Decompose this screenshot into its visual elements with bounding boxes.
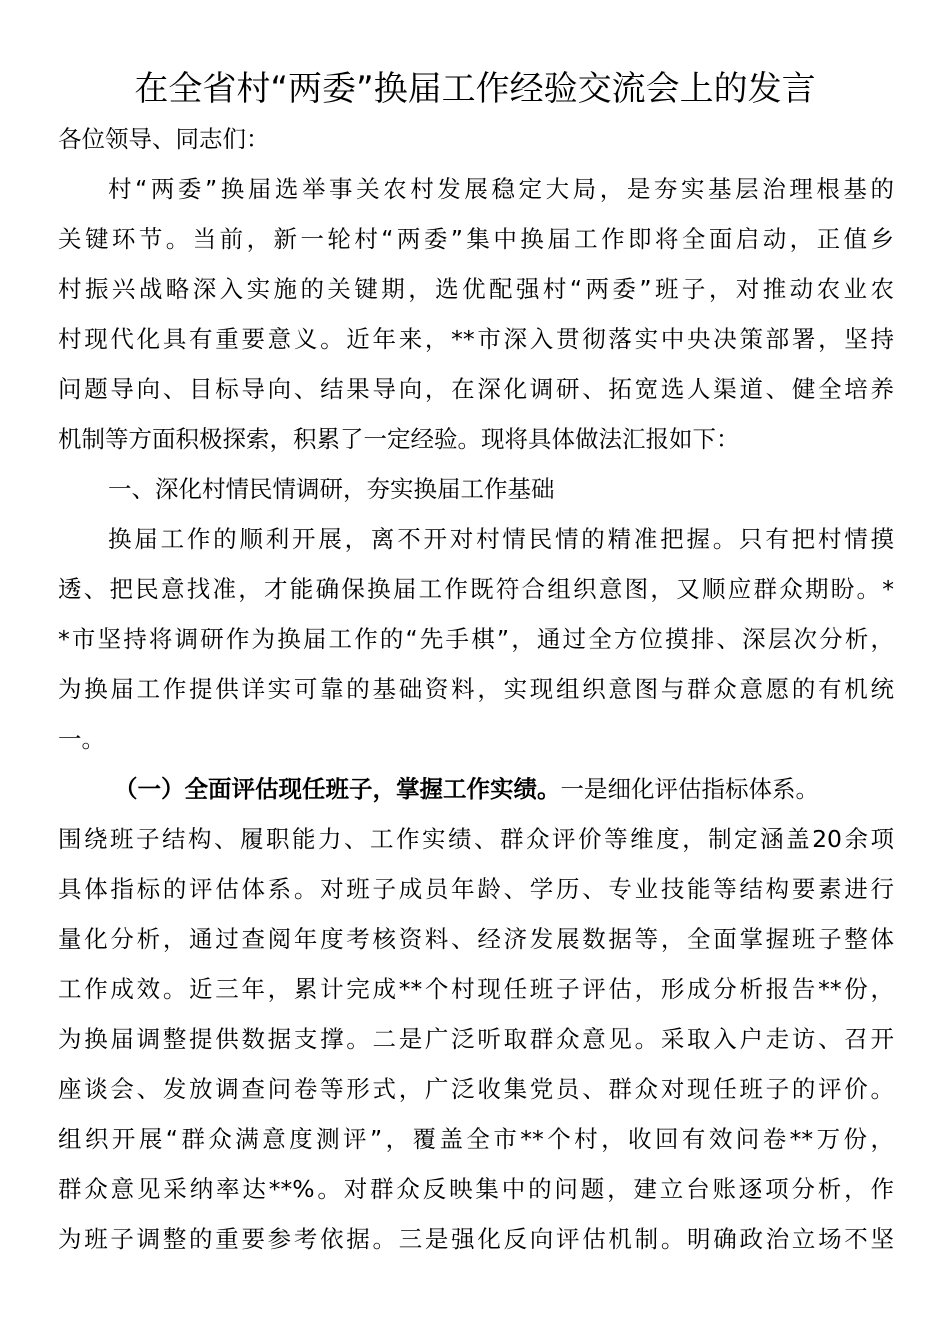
paragraph-line: 工作成效。近三年，累计完成**个村现任班子评估，形成分析报告**份，: [58, 975, 894, 1003]
paragraph-line: 为换届调整提供数据支撑。二是广泛听取群众意见。采取入户走访、召开: [58, 1025, 894, 1053]
paragraph-line: 问题导向、目标导向、结果导向，在深化调研、拓宽选人渠道、健全培养: [58, 375, 894, 403]
subsection-heading: （一）全面评估现任班子，掌握工作实绩。: [114, 775, 561, 803]
paragraph-line: 透、把民意找准，才能确保换届工作既符合组织意图，又顺应群众期盼。*: [58, 575, 894, 603]
paragraph-line: 换届工作的顺利开展，离不开对村情民情的精准把握。只有把村情摸: [108, 525, 894, 553]
subsection1-paragraph: [58, 764, 894, 1264]
subsection-text: 一是细化评估指标体系。: [560, 775, 819, 803]
paragraph-line: 组织开展“群众满意度测评”，覆盖全市**个村，收回有效问卷**万份，: [58, 1125, 894, 1153]
document-title: 在全省村“两委”换届工作经验交流会上的发言: [134, 69, 816, 109]
intro-paragraph: [58, 164, 894, 464]
paragraph-line: [58, 764, 894, 814]
section-heading: 一、深化村情民情调研，夯实换届工作基础: [108, 475, 555, 503]
paragraph-line: 村现代化具有重要意义。近年来，**市深入贯彻落实中央决策部署，坚持: [58, 325, 894, 353]
paragraph-line: 量化分析，通过查阅年度考核资料、经济发展数据等，全面掌握班子整体: [58, 925, 894, 953]
paragraph-line: 具体指标的评估体系。对班子成员年龄、学历、专业技能等结构要素进行: [58, 875, 894, 903]
paragraph-line: 为换届工作提供详实可靠的基础资料，实现组织意图与群众意愿的有机统: [58, 675, 894, 703]
salutation: 各位领导、同志们：: [58, 125, 270, 153]
paragraph-line: 机制等方面积极探索，积累了一定经验。现将具体做法汇报如下：: [58, 425, 740, 453]
paragraph-line: 群众意见采纳率达**%。对群众反映集中的问题，建立台账逐项分析，作: [58, 1175, 894, 1203]
paragraph-line: 村振兴战略深入实施的关键期，选优配强村“两委”班子，对推动农业农: [58, 275, 894, 303]
section1-paragraph: [58, 514, 894, 764]
paragraph-line: *市坚持将调研作为换届工作的“先手棋”，通过全方位摸排、深层次分析，: [58, 625, 894, 653]
document-body: [58, 114, 894, 1264]
paragraph-line: 村“两委”换届选举事关农村发展稳定大局，是夯实基层治理根基的: [108, 175, 894, 203]
paragraph-line: 围绕班子结构、履职能力、工作实绩、群众评价等维度，制定涵盖20余项: [58, 825, 894, 853]
paragraph-line: 为班子调整的重要参考依据。三是强化反向评估机制。明确政治立场不坚: [58, 1225, 894, 1253]
paragraph-line: 座谈会、发放调查问卷等形式，广泛收集党员、群众对现任班子的评价。: [58, 1075, 894, 1103]
paragraph-line: 一。: [58, 725, 105, 753]
paragraph-line: 关键环节。当前，新一轮村“两委”集中换届工作即将全面启动，正值乡: [58, 225, 894, 253]
